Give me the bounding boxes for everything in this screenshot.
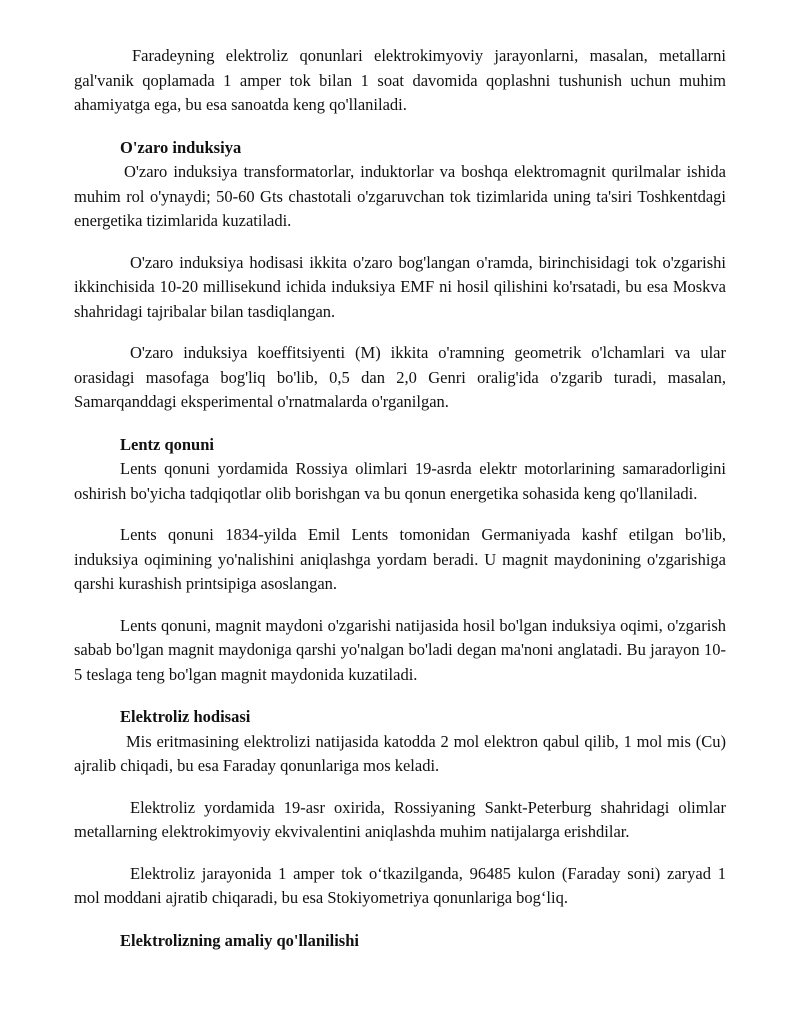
paragraph-electrolysis-3: Elektroliz jarayonida 1 amper tok o‘tkazilganda, 96485 kulon (Faraday soni) zaryad 1 mol moddani ajratib chiqaradi, bu esa Stokiyometriya qonunlariga bog‘liq. — [74, 863, 726, 907]
paragraph-lenz-law-1: Lents qonuni yordamida Rossiya olimlari 19-asrda elektr motorlarining samaradorligini oshirish bo'yicha tadqiqotlar olib borishgan va bu qonun energetika sohasida keng qo'llaniladi. — [74, 459, 726, 503]
paragraph-lenz-law-2: Lents qonuni 1834-yilda Emil Lents tomonidan Germaniyada kashf etilgan bo'lib, induksiya oqimining yo'nalishini aniqlashga yordam beradi. U magnit maydonining o'zgarishiga qarshi kurashish printsipiga asoslangan. — [74, 525, 726, 593]
heading-electrolysis: Elektroliz hodisasi — [120, 707, 251, 726]
paragraph-electrolysis-2: Elektroliz yordamida 19-asr oxirida, Rossiyaning Sankt-Peterburg shahridagi olimlar metallarning elektrokimyoviy ekvivalentini aniqlashda muhim natijalarga erishdilar. — [74, 797, 726, 841]
paragraph-faraday-laws: Faradeyning elektroliz qonunlari elektrokimyoviy jarayonlarni, masalan, metallarni gal'vanik qoplamada 1 amper tok bilan 1 soat davomida qoplashni tushunish uchun muhim ahamiyatga ega, bu esa sanoatda keng qo'llaniladi. — [74, 46, 726, 114]
paragraph-electrolysis-1: Mis eritmasining elektrolizi natijasida katodda 2 mol elektron qabul qilib, 1 mol mis (Cu) ajralib chiqadi, bu esa Faraday qonunlariga mos keladi. — [74, 731, 726, 775]
heading-electrolysis-applications: Elektrolizning amaliy qo'llanilishi — [120, 930, 359, 950]
paragraph-lenz-law-3: Lents qonuni, magnit maydoni o'zgarishi natijasida hosil bo'lgan induksiya oqimi, o'zgarish sabab bo'lgan magnit maydoniga qarshi yo'nalgan bo'ladi degan ma'noni anglatadi. Bu jarayon 10-5 teslaga teng bo'lgan magnit maydonida kuzatiladi. — [74, 615, 726, 684]
paragraph-mutual-induction-1: O'zaro induksiya transformatorlar, induktorlar va boshqa elektromagnit qurilmalar ishida muhim rol o'ynaydi; 50-60 Gts chastotali o'zgaruvchan tok tizimlarida uning ta'siri Toshkentdagi energetika tizimlarida kuzatiladi. — [74, 162, 726, 230]
heading-lenz-law: Lentz qonuni — [120, 434, 214, 454]
paragraph-mutual-induction-3: O'zaro induksiya koeffitsiyenti (M) ikkita o'ramning geometrik o'lchamlari va ular orasidagi masofaga bog'liq bo'lib, 0,5 dan 2,0 Genri oralig'ida o'zgarib turadi, masalan, Samarqanddagi eksperimental o'rnatmalarda o'rganilgan. — [74, 343, 726, 411]
heading-mutual-induction: O'zaro induksiya — [120, 137, 242, 157]
paragraph-mutual-induction-2: O'zaro induksiya hodisasi ikkita o'zaro bog'langan o'ramda, birinchisidagi tok o'zgarishi ikkinchisida 10-20 millisekund ichida induksiya EMF ni hosil qilishini ko'rsatadi, bu esa Moskva shahridagi tajribalar bilan tasdiqlangan. — [74, 252, 726, 321]
